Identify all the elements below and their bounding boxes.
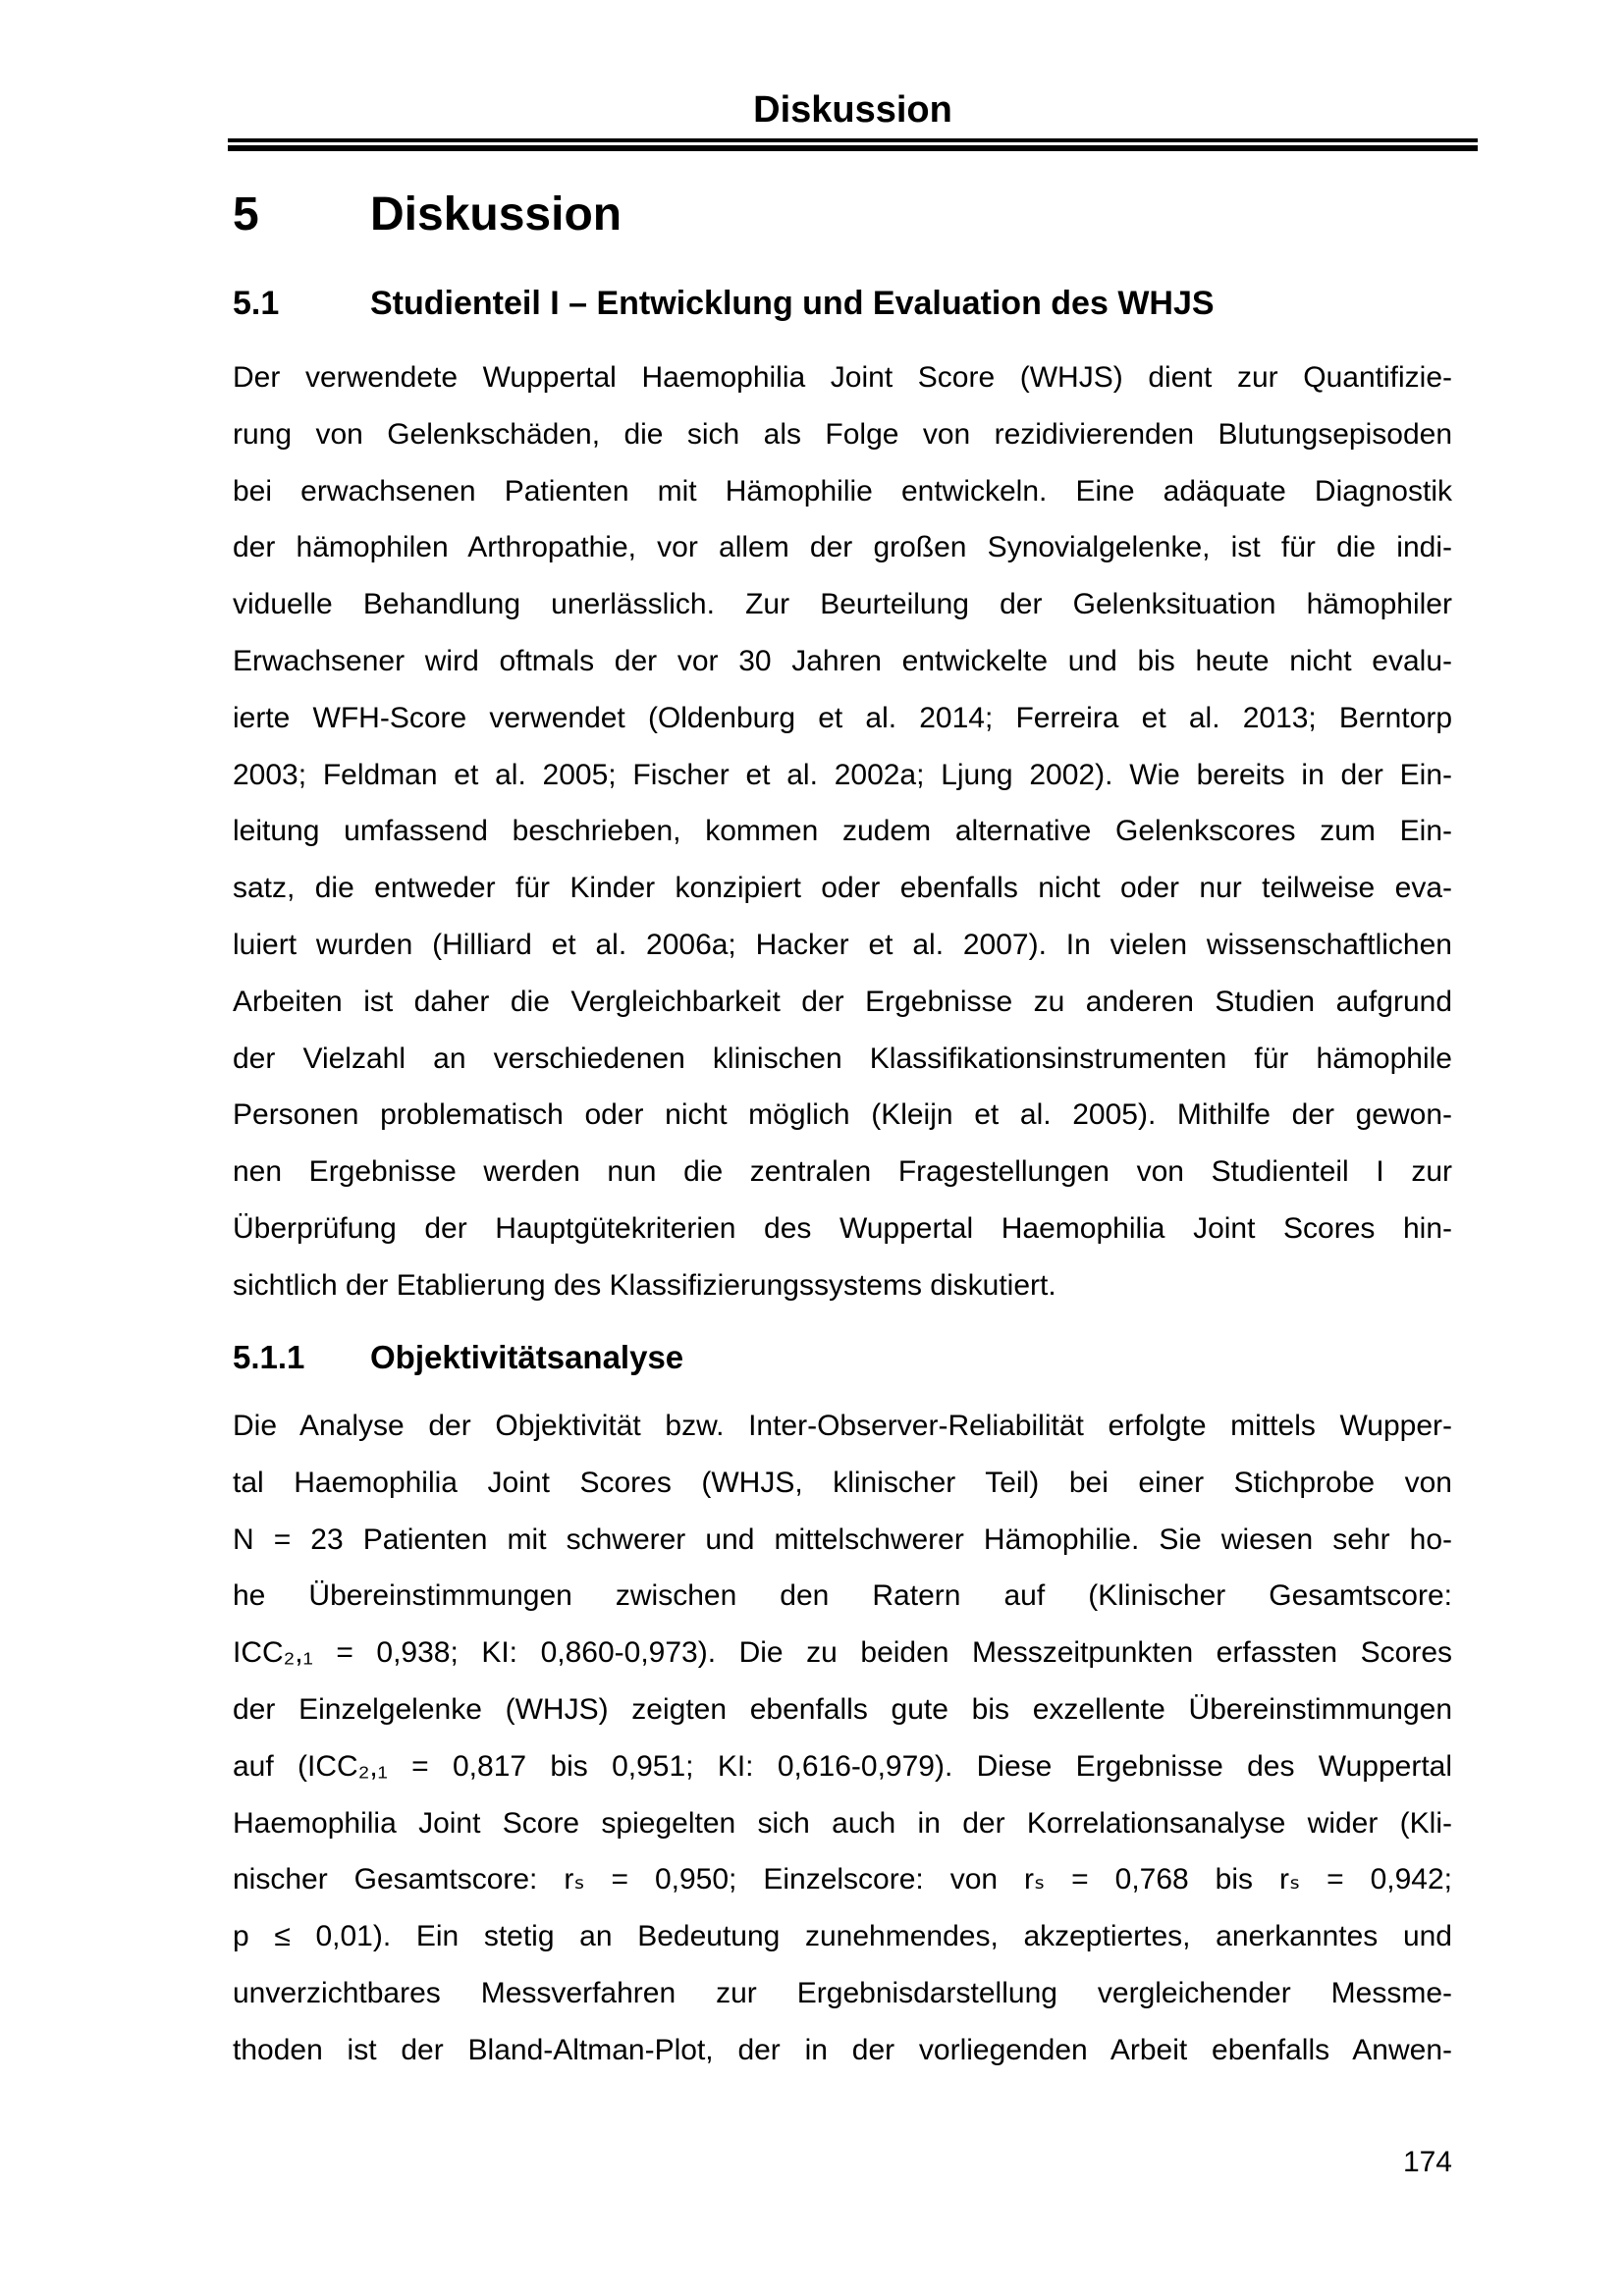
running-head: Diskussion [753, 89, 952, 131]
text-line: sichtlich der Etablierung des Klassifizierungssystems diskutiert. [233, 1268, 1056, 1302]
header-double-rule [228, 138, 1478, 151]
heading-number: 5 [233, 188, 259, 240]
section-heading-1 [233, 188, 1452, 240]
text-line: leitung umfassend beschrieben, kommen zudem alternative Gelenkscores zum Ein- [233, 815, 1452, 848]
paragraph-1 [233, 349, 1452, 1314]
text-line: viduelle Behandlung unerlässlich. Zur Beurteilung der Gelenksituation hämophiler [233, 588, 1452, 621]
heading-number: 5.1.1 [233, 1339, 305, 1375]
text-line: der Einzelgelenke (WHJS) zeigten ebenfalls gute bis exzellente Übereinstimmungen [233, 1692, 1452, 1726]
text-line: nischer Gesamtscore: rₛ = 0,950; Einzelscore: von rₛ = 0,768 bis rₛ = 0,942; [233, 1863, 1452, 1896]
text-line: tal Haemophilia Joint Scores (WHJS, klinischer Teil) bei einer Stichprobe von [233, 1466, 1452, 1499]
heading-title: Studienteil I – Entwicklung und Evaluation des WHJS [370, 285, 1215, 322]
text-line: p ≤ 0,01). Ein stetig an Bedeutung zunehmendes, akzeptiertes, anerkanntes und [233, 1920, 1452, 1953]
text-line: Der verwendete Wuppertal Haemophilia Joint Score (WHJS) dient zur Quantifizie- [233, 361, 1452, 394]
text-line: ierte WFH-Score verwendet (Oldenburg et al. 2014; Ferreira et al. 2013; Berntorp [233, 701, 1452, 734]
section-heading-1-1-1 [233, 1341, 1452, 1373]
section-heading-1-1 [233, 287, 1452, 320]
text-line: 2003; Feldman et al. 2005; Fischer et al. 2002a; Ljung 2002). Wie bereits in der Ein- [233, 758, 1452, 791]
text-line: Die Analyse der Objektivität bzw. Inter-Observer-Reliabilität erfolgte mittels Wupper- [233, 1410, 1452, 1442]
text-line: N = 23 Patienten mit schwerer und mittelschwerer Hämophilie. Sie wiesen sehr ho- [233, 1522, 1452, 1556]
page-number: 174 [1402, 2146, 1452, 2178]
text-line: auf (ICC₂,₁ = 0,817 bis 0,951; KI: 0,616-0,979). Diese Ergebnisse des Wuppertal [233, 1749, 1452, 1783]
heading-title: Objektivitätsanalyse [370, 1339, 684, 1375]
text-line: nen Ergebnisse werden nun die zentralen Fragestellungen von Studienteil I zur [233, 1155, 1452, 1189]
text-line: rung von Gelenkschäden, die sich als Folge von rezidivierenden Blutungsepisoden [233, 417, 1452, 451]
text-line: Überprüfung der Hauptgütekriterien des Wuppertal Haemophilia Joint Scores hin- [233, 1211, 1452, 1245]
heading-number: 5.1 [233, 285, 280, 322]
text-line: der hämophilen Arthropathie, vor allem der großen Synovialgelenke, ist für die indi- [233, 531, 1452, 564]
text-line: bei erwachsenen Patienten mit Hämophilie entwickeln. Eine adäquate Diagnostik [233, 474, 1452, 507]
text-line: satz, die entweder für Kinder konzipiert oder ebenfalls nicht oder nur teilweise eva- [233, 872, 1452, 905]
heading-title: Diskussion [370, 188, 623, 240]
text-line: der Vielzahl an verschiedenen klinischen Klassifikationsinstrumenten für hämophile [233, 1041, 1452, 1075]
text-line: ICC₂,₁ = 0,938; KI: 0,860-0,973). Die zu beiden Messzeitpunkten erfassten Scores [233, 1636, 1452, 1670]
text-line: Erwachsener wird oftmals der vor 30 Jahren entwickelte und bis heute nicht evalu- [233, 644, 1452, 677]
text-line: luiert wurden (Hilliard et al. 2006a; Hacker et al. 2007). In vielen wissenschaftlichen [233, 928, 1452, 961]
text-line: unverzichtbares Messverfahren zur Ergebnisdarstellung vergleichender Messme- [233, 1976, 1452, 2009]
paragraph-2 [233, 1398, 1452, 2079]
text-line: Haemophilia Joint Score spiegelten sich auch in der Korrelationsanalyse wider (Kli- [233, 1806, 1452, 1840]
text-line: Personen problematisch oder nicht möglich (Kleijn et al. 2005). Mithilfe der gewon- [233, 1098, 1452, 1132]
text-line: Arbeiten ist daher die Vergleichbarkeit der Ergebnisse zu anderen Studien aufgrund [233, 985, 1452, 1018]
text-line: thoden ist der Bland-Altman-Plot, der in der vorliegenden Arbeit ebenfalls Anwen- [233, 2033, 1452, 2066]
text-line: he Übereinstimmungen zwischen den Ratern auf (Klinischer Gesamtscore: [233, 1579, 1452, 1613]
